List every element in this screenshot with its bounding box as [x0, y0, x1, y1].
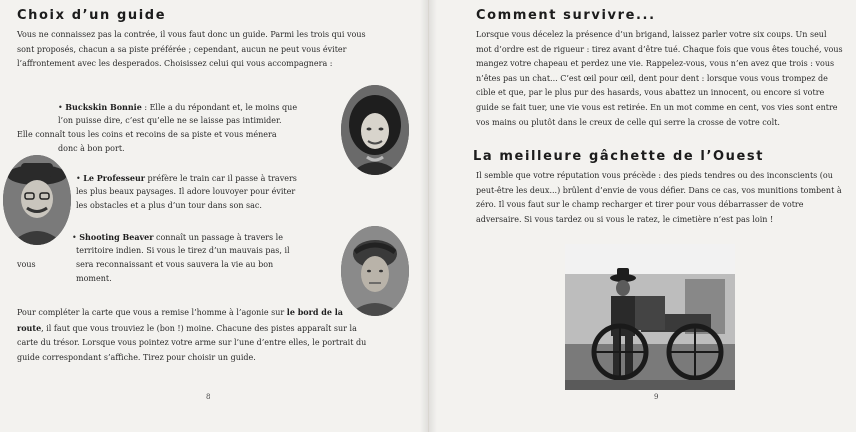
survive-paragraph: Lorsque vous décelez la présence d’un brigand, laissez parler votre six coups. Un seul mot d’ordre est de rigueur : tirez avant d’être tué. Chaque fois que vous êtes touché, vous mangez votre chapeau et perdez une vie. Rappelez-vous, vous n’en avez que trois : vous n’êtes pas un chat... C’est œil pour œil, dent pour dent : lorsque vous vous trompez de cible et que, par le plus pur des hasards, vous abattez un innocent, ou encore si votre guide se fait tuer, une vie vous est retirée. En un mot comme en cent, vos vies sont entre vos mains ou plutôt dans le creux de celle qui serre la crosse de votre colt. [476, 30, 843, 127]
guide-bonnie-line2: l’on puisse dire, c’est qu’elle ne se laisse pas intimider. [58, 116, 282, 125]
guide-beaver-name: Shooting Beaver [79, 232, 154, 242]
guide-bonnie-line4: donc à bon port. [58, 144, 125, 153]
beaver-portrait [341, 226, 409, 316]
guide-beaver-line1: • Shooting Beaver connaît un passage à travers le [72, 232, 283, 242]
gunslinger-title: La meilleure gâchette de l’Ouest [473, 149, 765, 164]
bonnie-portrait [341, 85, 409, 175]
guide-professeur-name: Le Professeur [83, 173, 145, 183]
guide-beaver-line2: territoire indien. Si vous le tirez d’un mauvais pas, il [76, 246, 290, 255]
guide-professeur-line1: • Le Professeur préfère le train car il passe à travers [76, 173, 297, 183]
page-number-left: 8 [206, 393, 211, 401]
professeur-portrait [3, 155, 71, 245]
survive-title: Comment survivre... [476, 8, 656, 23]
page-right [429, 0, 856, 432]
guide-title: Choix d’un guide [17, 8, 167, 23]
page-number-right: 9 [654, 393, 659, 401]
intro-paragraph: Vous ne connaissez pas la contrée, il vous faut donc un guide. Parmi les trois qui vous sont proposés, chacun a sa piste préférée ; cependant, aucun ne peut vous éviter l’affrontement avec les desperados. Choisissez celui qui vous accompagnera : [17, 30, 366, 69]
outro-bold: le bord de la route [17, 307, 343, 333]
game-screenshot [565, 244, 735, 390]
guide-bonnie-name: Buckskin Bonnie [65, 102, 142, 112]
guide-beaver-line3: sera reconnaissant et vous sauvera la vie au bon [76, 260, 274, 269]
guide-professeur-line3: les obstacles et a plus d’un tour dans son sac. [76, 201, 262, 210]
guide-bonnie-line1: • Buckskin Bonnie : Elle a du répondant et, le moins que [58, 102, 298, 112]
outro-paragraph: Pour compléter la carte que vous a remise l’homme à l’agonie sur le bord de la route, il faut que vous trouviez le (bon !) moine. Chacune des pistes apparaît sur la carte du trésor. Lorsque vous pointez votre arme sur l’une d’entre elles, le portrait du guide correspondant s’affiche. Tirez pour choisir un guide. [17, 307, 367, 362]
guide-bonnie-line3: Elle connaît tous les coins et recoins de sa piste et vous ménera [17, 130, 277, 139]
guide-beaver-line4: moment. [76, 274, 112, 283]
gunslinger-paragraph: Il semble que votre réputation vous précède : des pieds tendres ou des inconscients (ou peut-être les deux...) brûlent d’envie de vous défier. Dans ce cas, vos munitions tombent à zéro. Il vous faut sur le champ recharger et tirer pour vous débarrasser de votre adversaire. Si vous tardez ou si vous le ratez, le cimetière n’est pas loin ! [476, 171, 842, 224]
guide-professeur-line2: les plus beaux paysages. Il adore louvoyer pour éviter [76, 187, 296, 196]
guide-beaver-vous: vous [17, 260, 36, 269]
